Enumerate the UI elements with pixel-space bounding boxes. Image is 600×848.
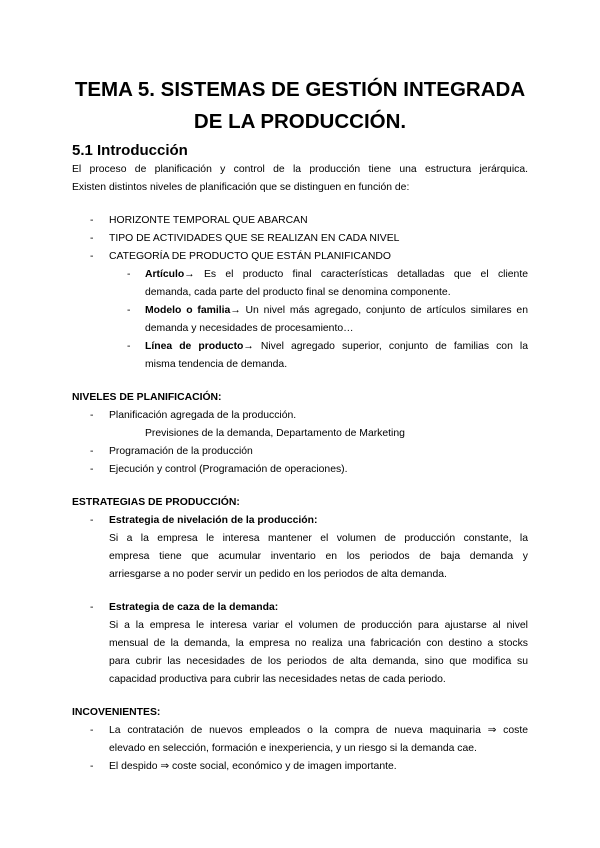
sub-modelo-line-1 bbox=[145, 302, 528, 320]
nivelacion-title: Estrategia de nivelación de la producción: bbox=[109, 515, 318, 526]
niveles-item-1: Planificación agregada de la producción. bbox=[109, 410, 297, 421]
caza-line-4: capacidad productiva para cubrir las necesidades netas de cada periodo. bbox=[109, 674, 446, 685]
sub-articulo-line-1 bbox=[145, 266, 528, 284]
bullet-dash: - bbox=[90, 515, 94, 526]
sub-bullet-dash: - bbox=[127, 305, 131, 316]
inconvenientes-heading: INCOVENIENTES: bbox=[72, 707, 161, 718]
bullet-dash: - bbox=[90, 410, 94, 421]
bullet-dash: - bbox=[90, 251, 94, 262]
bullet-dash: - bbox=[90, 233, 94, 244]
articulo-text: → Es el producto final características detalladas que el cliente bbox=[184, 269, 528, 280]
sub-bullet-dash: - bbox=[127, 269, 131, 280]
modelo-label: Modelo o familia bbox=[145, 305, 231, 316]
caza-line-2: mensual de la demanda, la empresa no realiza una fabricación con destino a stocks bbox=[109, 638, 528, 649]
inconvenientes-item-1-line-1: La contratación de nuevos empleados o la compra de nueva maquinaria ⇒ coste bbox=[109, 725, 528, 736]
sub-articulo-line-2: demanda, cada parte del producto final se denomina componente. bbox=[145, 287, 451, 298]
bullet-tipo: TIPO DE ACTIVIDADES QUE SE REALIZAN EN CADA NIVEL bbox=[109, 233, 400, 244]
caza-line-3: para cubrir las necesidades de los periodos de alta demanda, sino que modifica su bbox=[109, 656, 528, 667]
nivelacion-line-2: empresa tiene que acumular inventario en los periodos de baja demanda y bbox=[109, 551, 528, 562]
linea-text: → Nivel agregado superior, conjunto de familias con la bbox=[243, 341, 529, 352]
sub-linea-line-2: misma tendencia de demanda. bbox=[145, 359, 288, 370]
niveles-item-1-sub: Previsiones de la demanda, Departamento de Marketing bbox=[145, 428, 405, 439]
sub-modelo-line-2: demanda y necesidades de procesamiento… bbox=[145, 323, 354, 334]
sub-linea-line-1 bbox=[145, 338, 528, 356]
nivelacion-line-1: Si a la empresa le interesa mantener el volumen de producción constante, la bbox=[109, 533, 528, 544]
intro-line-1: El proceso de planificación y control de la producción tiene una estructura jerárquica. bbox=[72, 164, 528, 175]
bullet-dash: - bbox=[90, 761, 94, 772]
inconvenientes-item-1-line-2: elevado en selección, formación e inexperiencia, y un riesgo si la demanda cae. bbox=[109, 743, 477, 754]
linea-label: Línea de producto bbox=[145, 341, 244, 352]
modelo-text: → Un nivel más agregado, conjunto de artículos similares en bbox=[230, 305, 528, 316]
sub-bullet-dash: - bbox=[127, 341, 131, 352]
articulo-label: Artículo bbox=[145, 269, 185, 280]
bullet-dash: - bbox=[90, 215, 94, 226]
bullet-horizonte: HORIZONTE TEMPORAL QUE ABARCAN bbox=[109, 215, 308, 226]
document-title bbox=[40, 74, 560, 138]
caza-title: Estrategia de caza de la demanda: bbox=[109, 602, 279, 613]
bullet-dash: - bbox=[90, 602, 94, 613]
intro-line-2: Existen distintos niveles de planificación que se distinguen en función de: bbox=[72, 182, 410, 193]
title-line-1: TEMA 5. SISTEMAS DE GESTIÓN INTEGRADA bbox=[74, 78, 526, 101]
caza-line-1: Si a la empresa le interesa variar el volumen de producción para ajustarse al nivel bbox=[109, 620, 528, 631]
niveles-item-2: Programación de la producción bbox=[109, 446, 253, 457]
bullet-categoria: CATEGORÍA DE PRODUCTO QUE ESTÁN PLANIFICANDO bbox=[109, 251, 391, 262]
section-heading: 5.1 Introducción bbox=[72, 142, 188, 159]
title-line-2: DE LA PRODUCCIÓN. bbox=[193, 110, 407, 133]
estrategias-heading: ESTRATEGIAS DE PRODUCCIÓN: bbox=[72, 497, 240, 508]
niveles-item-3: Ejecución y control (Programación de operaciones). bbox=[109, 464, 348, 475]
bullet-dash: - bbox=[90, 725, 94, 736]
nivelacion-line-3: arriesgarse a no poder servir un pedido en los periodos de alta demanda. bbox=[109, 569, 447, 580]
bullet-dash: - bbox=[90, 446, 94, 457]
inconvenientes-item-2: El despido ⇒ coste social, económico y de imagen importante. bbox=[109, 761, 397, 772]
bullet-dash: - bbox=[90, 464, 94, 475]
niveles-heading: NIVELES DE PLANIFICACIÓN: bbox=[72, 392, 222, 403]
